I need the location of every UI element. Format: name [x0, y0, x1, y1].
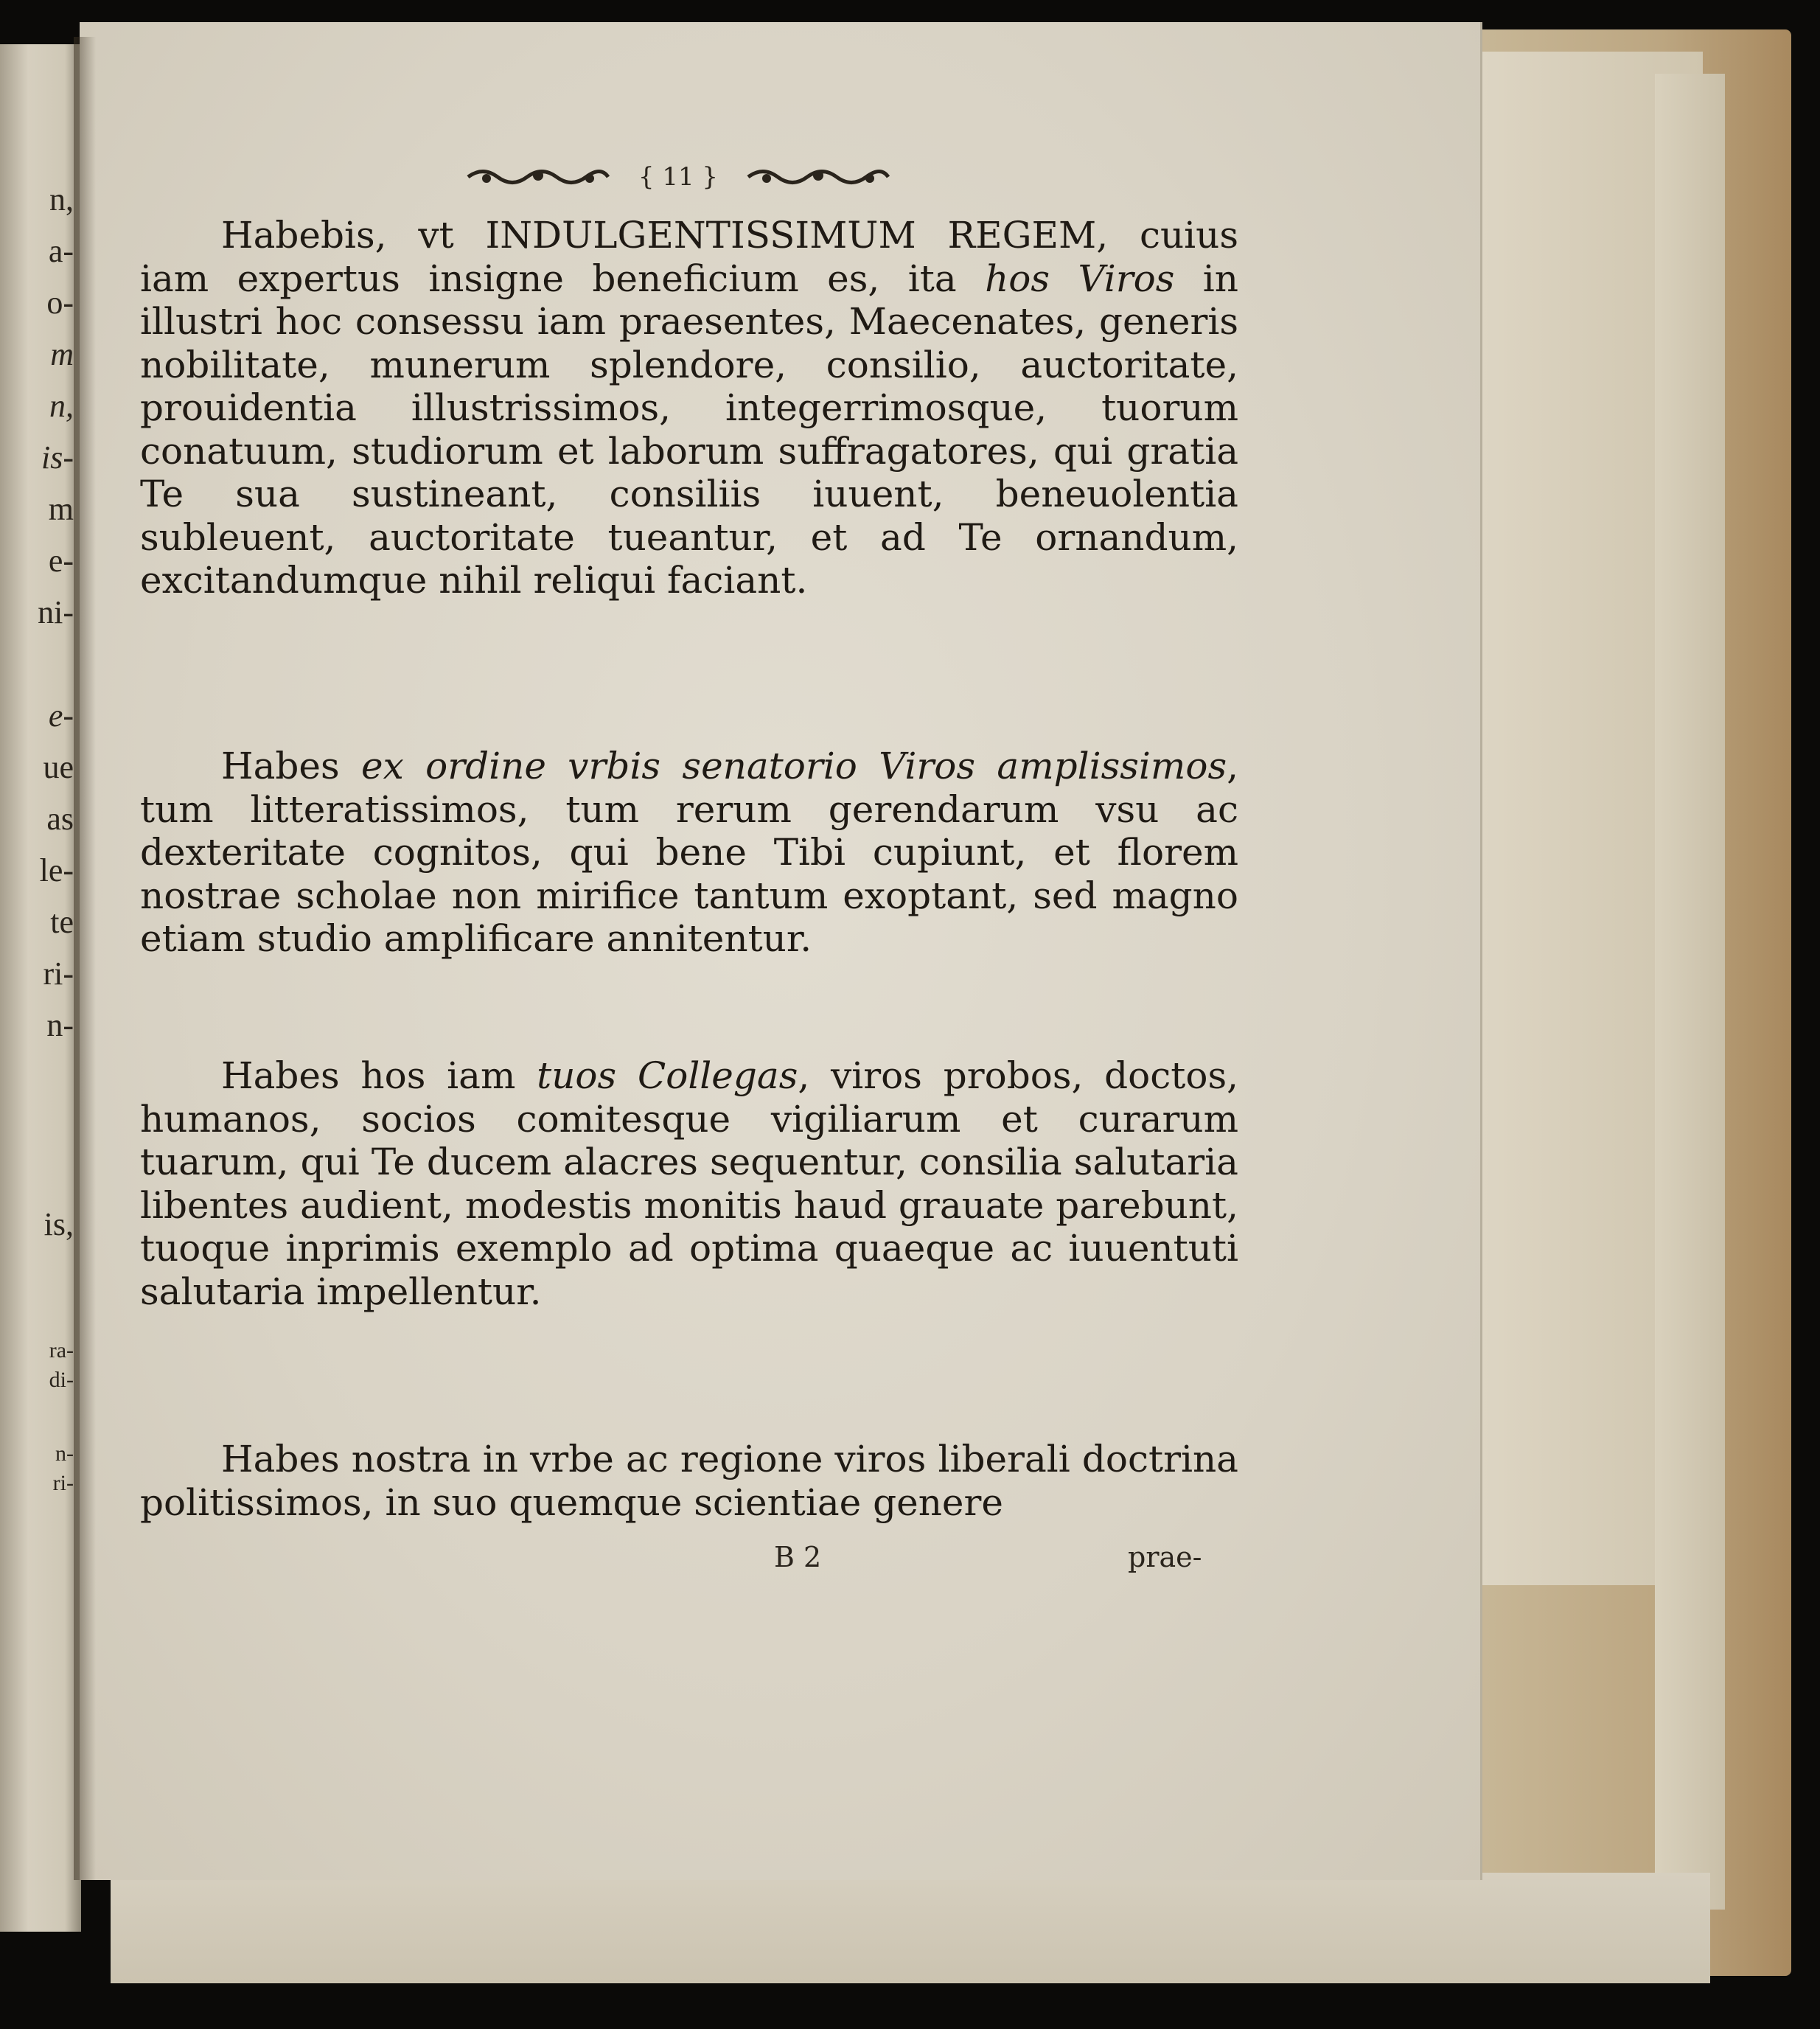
signature-mark: B 2 — [774, 1541, 822, 1573]
left-page-fragment: n- — [55, 1441, 74, 1466]
left-page-fragment: n, — [49, 181, 74, 217]
left-page-fragment: n- — [46, 1007, 74, 1043]
left-page-fragment: m — [48, 491, 74, 527]
left-page-fragment: te — [50, 904, 74, 940]
left-page-fragment: ni- — [38, 594, 74, 630]
italic-phrase: hos Viros — [985, 257, 1175, 300]
left-page-fragment: m — [50, 336, 74, 372]
left-page-fragment: di- — [49, 1368, 74, 1392]
page-number: { 11 } — [638, 162, 719, 192]
paragraph-4 — [140, 1438, 1238, 1524]
catchword: prae- — [1128, 1541, 1202, 1573]
left-page-fragment: is- — [41, 439, 74, 476]
text-run: in illustri hoc consessu iam praesentes, Maecenates, generis nobilitate, munerum splendore, consilio, auctoritate, prouidentia illustrissimos, integerrimosque, tuorum conatuum, studiorum et laborum suffragatores, qui gratia Te sua sustineant, consiliis iuuent, beneuolentia subleuent, auctoritate tueantur, et ad Te ornandum, excitandumque nihil reliqui faciant. — [140, 257, 1238, 602]
left-page-fragment: ri- — [52, 1471, 74, 1495]
italic-phrase: ex ordine vrbis senatorio Viros amplissimos — [361, 745, 1227, 787]
text-run: , viros probos, doctos, humanos, socios comitesque vigiliarum et curarum tuarum, qui Te ducem alacres sequentur, consilia salutaria libentes audient, modestis monitis haud grauate parebunt, tuoque inprimis exemplo ad optima quaeque ac iuuentuti salutaria impellentur. — [140, 1054, 1238, 1313]
page-header — [383, 151, 973, 203]
page-bottom-edge — [111, 1873, 1710, 1983]
left-page-fragment: is, — [43, 1206, 74, 1242]
left-page-fragment: ri- — [43, 956, 74, 992]
text-run: Habebis, vt INDULGENTISSIMUM REGEM, cuius iam expertus insigne beneficium es, ita — [140, 214, 1238, 300]
left-page-fragment: as — [46, 801, 74, 837]
paragraph-2 — [140, 745, 1238, 961]
ornament-left-icon — [464, 162, 612, 192]
text-run: Habes nostra in vrbe ac regione viros liberali doctrina politissimos, in suo quemque scientiae genere — [140, 1438, 1238, 1524]
page-stack-edge-outer — [1655, 74, 1725, 1910]
text-run: Habes — [221, 745, 362, 787]
text-run: Habes hos iam — [221, 1054, 537, 1097]
book-gutter — [74, 37, 96, 1880]
left-page-fragment: o- — [46, 285, 74, 321]
left-page-fragment: le- — [39, 852, 74, 888]
left-page-fragment: e- — [48, 697, 74, 734]
left-page-fragment: e- — [48, 543, 74, 579]
paragraph-3 — [140, 1054, 1238, 1313]
italic-phrase: tuos Collegas — [537, 1054, 798, 1097]
ornament-right-icon — [745, 162, 892, 192]
paragraph-1 — [140, 214, 1238, 602]
left-page-fragment: a- — [48, 233, 74, 269]
left-page-fragment: ue — [43, 749, 74, 785]
left-page — [0, 44, 81, 1932]
text-run: , tum litteratissimos, tum rerum gerendarum vsu ac dexteritate cognitos, qui bene Tibi cupiunt, et florem nostrae scholae non mirifice tantum exoptant, sed magno etiam studio amplificare annitentur. — [140, 745, 1239, 960]
left-page-fragment: n, — [49, 388, 74, 424]
left-page-fragment: ra- — [49, 1338, 74, 1362]
